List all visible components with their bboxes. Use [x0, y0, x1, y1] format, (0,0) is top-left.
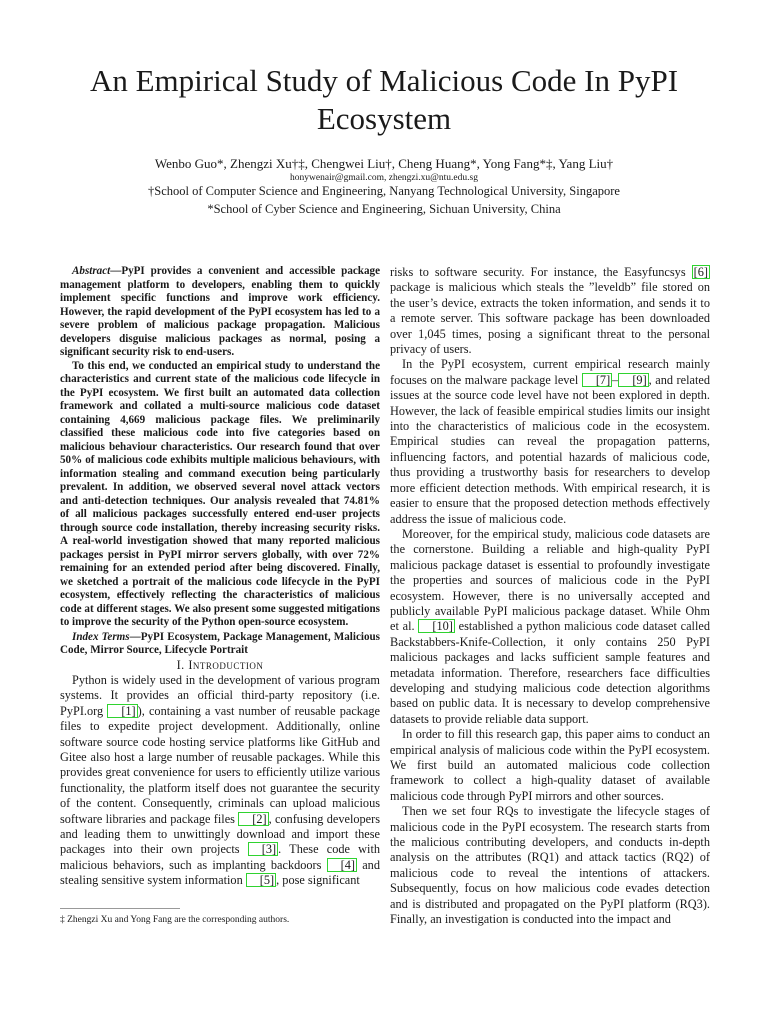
index-terms	[60, 631, 380, 658]
affiliation-ntu: †School of Computer Science and Engineering, Nanyang Technological University, Singapore	[148, 184, 620, 198]
citation-link[interactable]: [9]	[618, 373, 648, 387]
abstract-lead: Abstract	[72, 265, 111, 277]
citation-link[interactable]: [3]	[248, 842, 278, 856]
intro-text: and stealing sensitive system information	[60, 857, 380, 888]
intro-paragraph-1	[60, 673, 380, 889]
index-terms-lead: Index Terms	[72, 630, 130, 643]
abstract-text-1: —PyPI provides a convenient and accessible package management platform to developers, enabling them to quickly implement specific functions and improve work efficiency. However, the rapid development of the PyPI ecosystem has led to a severe problem of malicious package propagation. Malicious developers disguise malicious packages as normal, posing a significant security risk to end-users.	[60, 265, 380, 358]
author-list: Wenbo Guo*, Zhengzi Xu†‡, Chengwei Liu†, Cheng Huang*, Yong Fang*‡, Yang Liu†	[154, 156, 614, 171]
citation-link[interactable]: [4]	[327, 858, 357, 872]
citation-link[interactable]: [5]	[246, 873, 276, 887]
intro-text: package is malicious which steals the ”leveldb” file stored on the user’s device, extracts the token information, and sends it to a remote server. This software package has been downloaded over 1,045 times, posing a significant threat to the personal privacy of users.	[390, 280, 710, 357]
citation-link[interactable]: [6]	[693, 265, 708, 279]
section-heading: I. Introduction	[176, 657, 264, 672]
paper-title: An Empirical Study of Malicious Code In PyPI Ecosystem	[89, 63, 679, 136]
intro-text: , and related issues at the source code level have not been explored in depth. However, the lack of feasible empirical studies limits our insight into the characteristics of malicious code in the ecosystem. Empirical studies can reveal the propagation patterns, influencing factors, and potential hazards of malicious code, thus providing a trustworthy basis for researchers to develop more efficient detection methods. With empirical research, it is easier to ensure that the proposed detection methods effectively address the issue of malicious code.	[390, 372, 710, 526]
abstract-paragraph-1	[60, 265, 380, 360]
intro-paragraph-5: Then we set four RQs to investigate the lifecycle stages of malicious code in the PyPI ecosystem. The research starts from the malicious contributing developers, and conducts in-depth analysis on the attributes (RQ1) and attack tactics (RQ2) of malicious code to reveal the intentions of attackers. Subsequently, focus on how malicious code evades detection and is distributed and propagated on the PyPI platform (RQ3). Finally, an investigation is conducted into the impact and	[390, 804, 710, 927]
footnote: ‡ Zhengzi Xu and Yong Fang are the corresponding authors.	[60, 915, 290, 925]
intro-text: Python is widely used in the development of various program systems. It provides an official third-party repository (i.e. PyPI.org	[60, 672, 380, 718]
intro-text: Moreover, for the empirical study, malicious code datasets are the cornerstone. Building a reliable and high-quality PyPI malicious package dataset is essential to profoundly investigate the properties and sources of malicious code in the PyPI ecosystem. However, there is no universally accepted and publicly available PyPI malicious package dataset. While Ohm et al.	[390, 526, 710, 634]
intro-text: . These code with malicious behaviors, such as implanting backdoors	[60, 842, 381, 872]
intro-text: , pose significant	[276, 873, 360, 888]
index-terms-text: —PyPI Ecosystem, Package Management, Malicious Code, Mirror Source, Lifecycle Portrait	[60, 630, 380, 656]
right-column	[390, 265, 710, 927]
author-emails: honywenair@gmail.com, zhengzi.xu@ntu.edu.sg	[290, 173, 478, 183]
intro-text: ), containing a vast number of reusable package files to expedite project development. Additionally, online software source code hosting service platforms like GitHub and Gitee also host a large number of reusable packages. While this provides great convenience for users to efficiently utilize various functionality, the platform itself does not guarantee the security of the content. Consequently, criminals can upload malicious software libraries and package files	[60, 703, 380, 826]
intro-paragraph-3	[390, 527, 710, 727]
citation-link[interactable]: [1]	[107, 704, 137, 718]
intro-text: risks to software security. For instance, the Easyfuncsys	[390, 265, 692, 279]
intro-text: , confusing developers and leading them to unwittingly download and import these packages into their own projects	[60, 811, 380, 857]
intro-paragraph-continued	[390, 265, 710, 357]
intro-paragraph-2	[390, 357, 710, 526]
citation-link[interactable]: [2]	[238, 812, 268, 826]
citation-range-dash: –	[612, 372, 619, 387]
abstract	[60, 265, 380, 630]
intro-text: established a python malicious code dataset called Backstabbers-Knife-Collection, it only contains 250 PyPI malicious packages and lacks sufficient sample features and metadata information. Therefore, researchers face difficulties developing and studying malicious code detection algorithms based on public data. It is necessary to develop comprehensive datasets to provide reliable data support.	[390, 619, 710, 726]
left-column	[60, 265, 380, 889]
abstract-paragraph-2: To this end, we conducted an empirical study to understand the characteristics and current state of the malicious code lifecycle in the PyPI ecosystem. We first built an automated data collection framework and collated a multi-source malicious code dataset containing 4,669 malicious package files. We preliminarily classified these malicious code into five categories based on malicious behaviour characteristics. Our research found that over 50% of malicious code exhibits multiple malicious behaviours, with information stealing and command execution being particularly prevalent. In addition, we observed several novel attack vectors and anti-detection techniques. Our analysis revealed that 74.81% of all malicious packages successfully entered end-user projects through source code installation, thereby increasing security risks. A real-world investigation showed that many reported malicious packages persist in PyPI mirror servers globally, with over 72% remaining for an extended period after being discovered. Finally, we sketched a portrait of the malicious code lifecycle in the PyPI ecosystem, effectively reflecting the characteristics of malicious code at different stages. We also present some suggested mitigations to improve the security of the Python open-source ecosystem.	[60, 359, 380, 628]
footnote-divider	[60, 908, 180, 909]
intro-paragraph-4: In order to fill this research gap, this paper aims to conduct an empirical analysis of malicious code within the PyPI ecosystem. We first build an automated malicious code collection framework to collect a high-quality dataset of available malicious code through PyPI mirrors and other sources.	[390, 727, 710, 803]
intro-text: In the PyPI ecosystem, current empirical research mainly focuses on the malware package level	[390, 357, 710, 387]
affiliation-scu: *School of Cyber Science and Engineering, Sichuan University, China	[207, 202, 561, 216]
citation-link[interactable]: [10]	[418, 619, 455, 633]
citation-link[interactable]: [7]	[582, 373, 612, 387]
